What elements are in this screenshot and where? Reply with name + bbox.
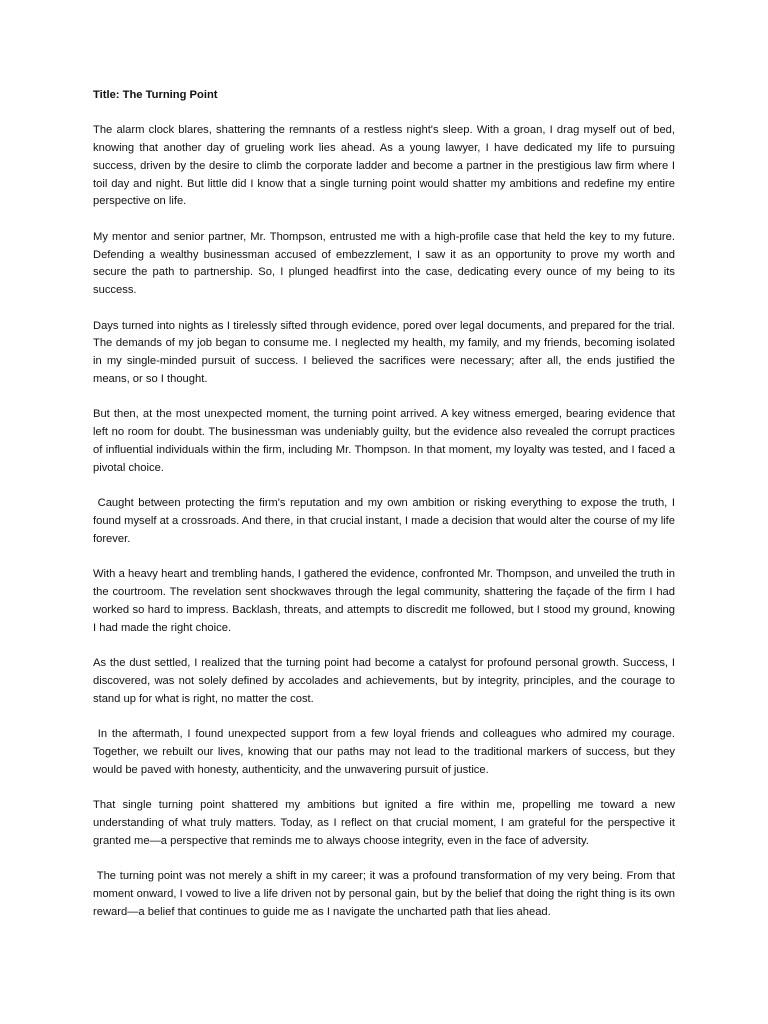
paragraph-6: With a heavy heart and trembling hands, I gathered the evidence, confronted Mr. Thompson, and unveiled the truth in the courtroom. The revelation sent shockwaves through the legal community, shattering the façade of the firm I had worked so hard to impress. Backlash, threats, and attempts to discredit me followed, but I stood my ground, knowing I had made the right choice. [93, 568, 679, 634]
paragraph-7: As the dust settled, I realized that the turning point had become a catalyst for profound personal growth. Success, I discovered, was not solely defined by accolades and achievements, but by integrity, principles, and the courage to stand up for what is right, no matter the cost. [93, 656, 679, 705]
paragraph-9: That single turning point shattered my ambitions but ignited a fire within me, propelling me toward a new understanding of what truly matters. Today, as I reflect on that crucial moment, I am grateful for the perspective it granted me—a perspective that reminds me to always choose integrity, even in the face of adversity. [93, 798, 679, 847]
paragraph-5: Caught between protecting the firm's reputation and my own ambition or risking everything to expose the truth, I found myself at a crossroads. And there, in that crucial instant, I made a decision that would alter the course of my life forever. [93, 497, 679, 545]
paragraph-3: Days turned into nights as I tirelessly sifted through evidence, pored over legal documents, and prepared for the trial. The demands of my job began to consume me. I neglected my health, my family, and my friends, becoming isolated in my single-minded pursuit of success. I believed the sacrifices were necessary; after all, the ends justified the means, or so I thought. [93, 319, 679, 386]
paragraph-1: The alarm clock blares, shattering the remnants of a restless night's sleep. With a groan, I drag myself out of bed, knowing that another day of grueling work lies ahead. As a young lawyer, I have dedicated my life to pursuing success, driven by the desire to climb the corporate ladder and become a partner in the prestigious law firm where I toil day and night. But little did I know that a single turning point would shatter my ambitions and redefine my entire perspective on life. [93, 124, 679, 208]
document-page [93, 87, 679, 939]
paragraph-2: My mentor and senior partner, Mr. Thompson, entrusted me with a high-profile case that held the key to my future. Defending a wealthy businessman accused of embezzlement, I saw it as an opportunity to prove my worth and secure the path to partnership. So, I plunged headfirst into the case, dedicating every ounce of my being to its success. [93, 230, 679, 297]
paragraph-4: But then, at the most unexpected moment, the turning point arrived. A key witness emerged, bearing evidence that left no room for doubt. The businessman was undeniably guilty, but the evidence also revealed the corrupt practices of influential individuals within the firm, including Mr. Thompson. In that moment, my loyalty was tested, and I faced a pivotal choice. [93, 408, 679, 474]
document-title: Title: The Turning Point [93, 89, 218, 101]
paragraph-8: In the aftermath, I found unexpected support from a few loyal friends and colleagues who admired my courage. Together, we rebuilt our lives, knowing that our paths may not lead to the traditional markers of success, but they would be paved with honesty, authenticity, and the unwavering pursuit of justice. [93, 727, 679, 776]
paragraph-10: The turning point was not merely a shift in my career; it was a profound transformation of my very being. From that moment onward, I vowed to live a life driven not by personal gain, but by the belief that doing the right thing is its own reward—a belief that continues to guide me as I navigate the uncharted path that lies ahead. [93, 869, 679, 918]
